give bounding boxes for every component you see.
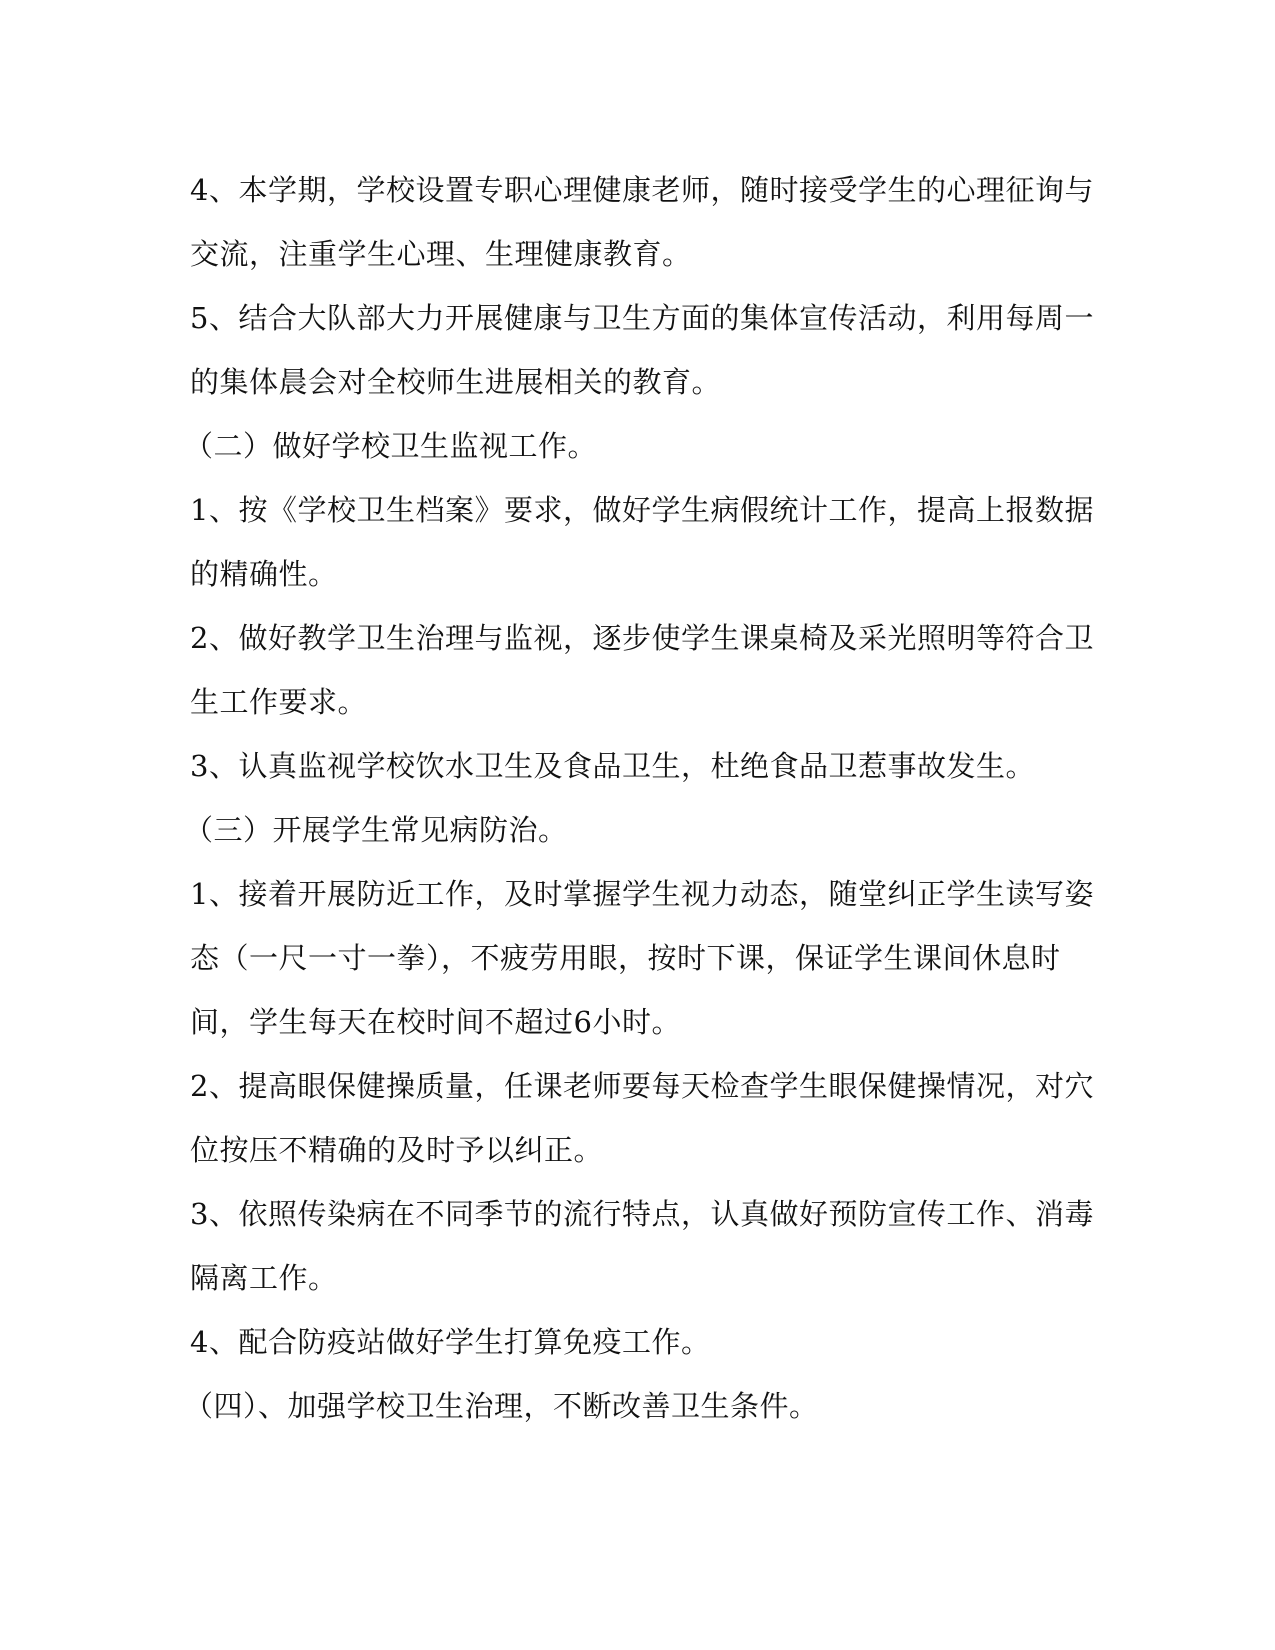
paragraph-line: 的精确性。 [190,557,338,591]
paragraph-line: 态（一尺一寸一拳），不疲劳用眼，按时下课，保证学生课间休息时 [190,941,1061,975]
paragraph-line: 生工作要求。 [190,685,368,719]
section-heading: （二）做好学校卫生监视工作。 [184,429,598,463]
section-heading: （四）、加强学校卫生治理，不断改善卫生条件。 [184,1389,819,1423]
paragraph-line: 1、按《学校卫生档案》要求，做好学生病假统计工作，提高上报数据 [190,493,1094,527]
paragraph-line: 5、结合大队部大力开展健康与卫生方面的集体宣传活动，利用每周一 [190,301,1094,335]
paragraph-line: 3、认真监视学校饮水卫生及食品卫生，杜绝食品卫惹事故发生。 [190,749,1035,783]
section-heading: （三）开展学生常见病防治。 [184,813,568,847]
paragraph-line: 3、依照传染病在不同季节的流行特点，认真做好预防宣传工作、消毒 [190,1197,1094,1231]
paragraph-line: 位按压不精确的及时予以纠正。 [190,1133,604,1167]
paragraph-line: 的集体晨会对全校师生进展相关的教育。 [190,365,722,399]
paragraph-line: 交流，注重学生心理、生理健康教育。 [190,237,692,271]
paragraph-line: 隔离工作。 [190,1261,338,1295]
paragraph-line: 间，学生每天在校时间不超过6小时。 [190,1005,681,1039]
paragraph-line: 2、做好教学卫生治理与监视，逐步使学生课桌椅及采光照明等符合卫 [190,621,1094,655]
paragraph-line: 4、配合防疫站做好学生打算免疫工作。 [190,1325,711,1359]
paragraph-line: 1、接着开展防近工作，及时掌握学生视力动态，随堂纠正学生读写姿 [190,877,1094,911]
paragraph-line: 4、本学期，学校设置专职心理健康老师，随时接受学生的心理征询与 [190,173,1094,207]
document-body [184,158,1094,1438]
paragraph-line: 2、提高眼保健操质量，任课老师要每天检查学生眼保健操情况，对穴 [190,1069,1094,1103]
